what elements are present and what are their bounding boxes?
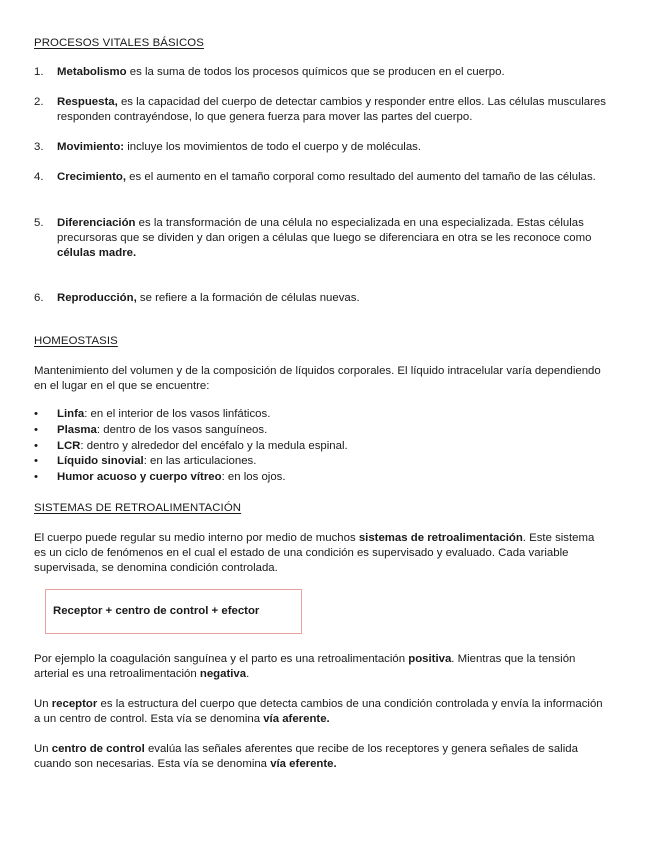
bullet-dot: •	[34, 439, 38, 452]
bullet-term: Humor acuoso y cuerpo vítreo	[57, 471, 222, 484]
bullet-text: : en los ojos.	[221, 471, 286, 484]
bullet-term: Líquido sinovial	[57, 455, 144, 468]
bold-term: vía eferente.	[270, 758, 337, 770]
bullet-item-lcr	[34, 439, 614, 455]
bold-term: receptor	[51, 698, 98, 710]
bullet-term: Linfa	[57, 408, 85, 420]
bullet-item-linfa	[34, 407, 614, 423]
text-span: . Mientras que la tensión arterial es una retroalimentación	[34, 653, 576, 680]
item-number: 4.	[34, 171, 44, 183]
bold-term: negativa	[199, 668, 247, 680]
item-number: 3.	[34, 141, 44, 153]
item-number: 2.	[34, 96, 44, 108]
bullet-dot: •	[34, 423, 38, 436]
text-span: es la estructura del cuerpo que detecta cambios de una condición controlada y envía la información a un centro de control. Esta vía se denomina	[34, 698, 603, 725]
bullet-item-humor	[34, 470, 614, 486]
formula-box	[45, 589, 302, 634]
bullet-dot: •	[34, 471, 38, 484]
homeostasis-intro: Mantenimiento del volumen y de la composición de líquidos corporales. El líquido intracelular varía dependiendo en el lugar en el que se encuentre:	[34, 365, 601, 392]
item-term-celulas-madre: células madre.	[57, 247, 137, 259]
item-text: es el aumento en el tamaño corporal como resultado del aumento del tamaño de las células.	[126, 171, 596, 183]
fluid-bullet-list	[34, 407, 614, 486]
item-text: incluye los movimientos de todo el cuerpo y de moléculas.	[124, 141, 422, 153]
text-span: evalúa las señales aferentes que recibe de los receptores y genera señales de salida cuando son necesarias. Esta vía se denomina	[34, 743, 578, 770]
item-number: 1.	[34, 66, 44, 78]
item-text: se refiere a la formación de células nuevas.	[136, 292, 360, 304]
list-item-diferenciacion	[34, 216, 614, 261]
item-term: Movimiento:	[57, 141, 125, 153]
formula-text: Receptor + centro de control + efector	[53, 605, 260, 617]
item-text: es la transformación de una célula no especializada en una especializada. Estas células precursoras que se dividen y dan origen a células que luego se diferenciara en otra se les reconoce como	[57, 217, 592, 244]
section-title-homeostasis: HOMEOSTASIS	[34, 335, 118, 347]
item-term: Reproducción,	[57, 292, 137, 304]
bullet-dot: •	[34, 408, 38, 420]
text-span: Un	[34, 698, 52, 710]
bullet-item-plasma	[34, 423, 614, 439]
bold-term: sistemas de retroalimentación	[358, 532, 523, 544]
bullet-term: LCR	[57, 439, 81, 452]
list-item-respuesta	[34, 95, 614, 125]
text-span: .	[246, 668, 250, 680]
retro-paragraph-2	[34, 652, 606, 682]
item-term: Diferenciación	[57, 217, 136, 229]
section-title-retroalimentacion: SISTEMAS DE RETROALIMENTACIÓN	[34, 502, 242, 514]
bold-term: positiva	[408, 653, 452, 665]
text-span: . Este sistema es un ciclo de fenómenos en el cual el estado de una condición es supervisado y evaluado. Cada variable supervisada, se denomina condición controlada.	[34, 532, 595, 574]
text-span: Un	[34, 743, 52, 755]
bullet-text: : dentro de los vasos sanguíneos.	[96, 423, 268, 436]
item-number: 6.	[34, 292, 44, 304]
bold-term: vía aferente.	[263, 713, 330, 725]
item-number: 5.	[34, 217, 44, 229]
list-item-reproduccion	[34, 291, 614, 306]
bullet-dot: •	[34, 455, 38, 468]
text-span: El cuerpo puede regular su medio interno por medio de muchos	[34, 532, 359, 544]
item-term: Crecimiento,	[57, 171, 126, 183]
retro-paragraph-4	[34, 742, 606, 772]
retro-paragraph-3	[34, 697, 606, 727]
item-text: es la capacidad del cuerpo de detectar cambios y responder entre ellos. Las células musculares responden contrayéndose, lo que genera fuerza para mover las partes del cuerpo.	[57, 96, 606, 123]
list-item-movimiento	[34, 140, 614, 155]
text-span: Por ejemplo la coagulación sanguínea y el parto es una retroalimentación	[34, 653, 409, 665]
retro-paragraph-1	[34, 531, 606, 576]
list-item-crecimiento	[34, 170, 614, 185]
section-title-procesos: PROCESOS VITALES BÁSICOS	[34, 37, 204, 49]
bold-term: centro de control	[51, 743, 145, 755]
item-text: es la suma de todos los procesos químicos que se producen en el cuerpo.	[126, 66, 505, 78]
item-term: Respuesta,	[57, 96, 118, 108]
bullet-term: Plasma	[57, 423, 97, 436]
item-term: Metabolismo	[57, 66, 127, 78]
list-item-metabolismo	[34, 65, 614, 80]
bullet-text: : en las articulaciones.	[143, 455, 257, 468]
bullet-item-liquido-sinovial	[34, 454, 614, 470]
bullet-text: : dentro y alrededor del encéfalo y la medula espinal.	[80, 439, 348, 452]
bullet-text: : en el interior de los vasos linfáticos.	[84, 408, 271, 420]
